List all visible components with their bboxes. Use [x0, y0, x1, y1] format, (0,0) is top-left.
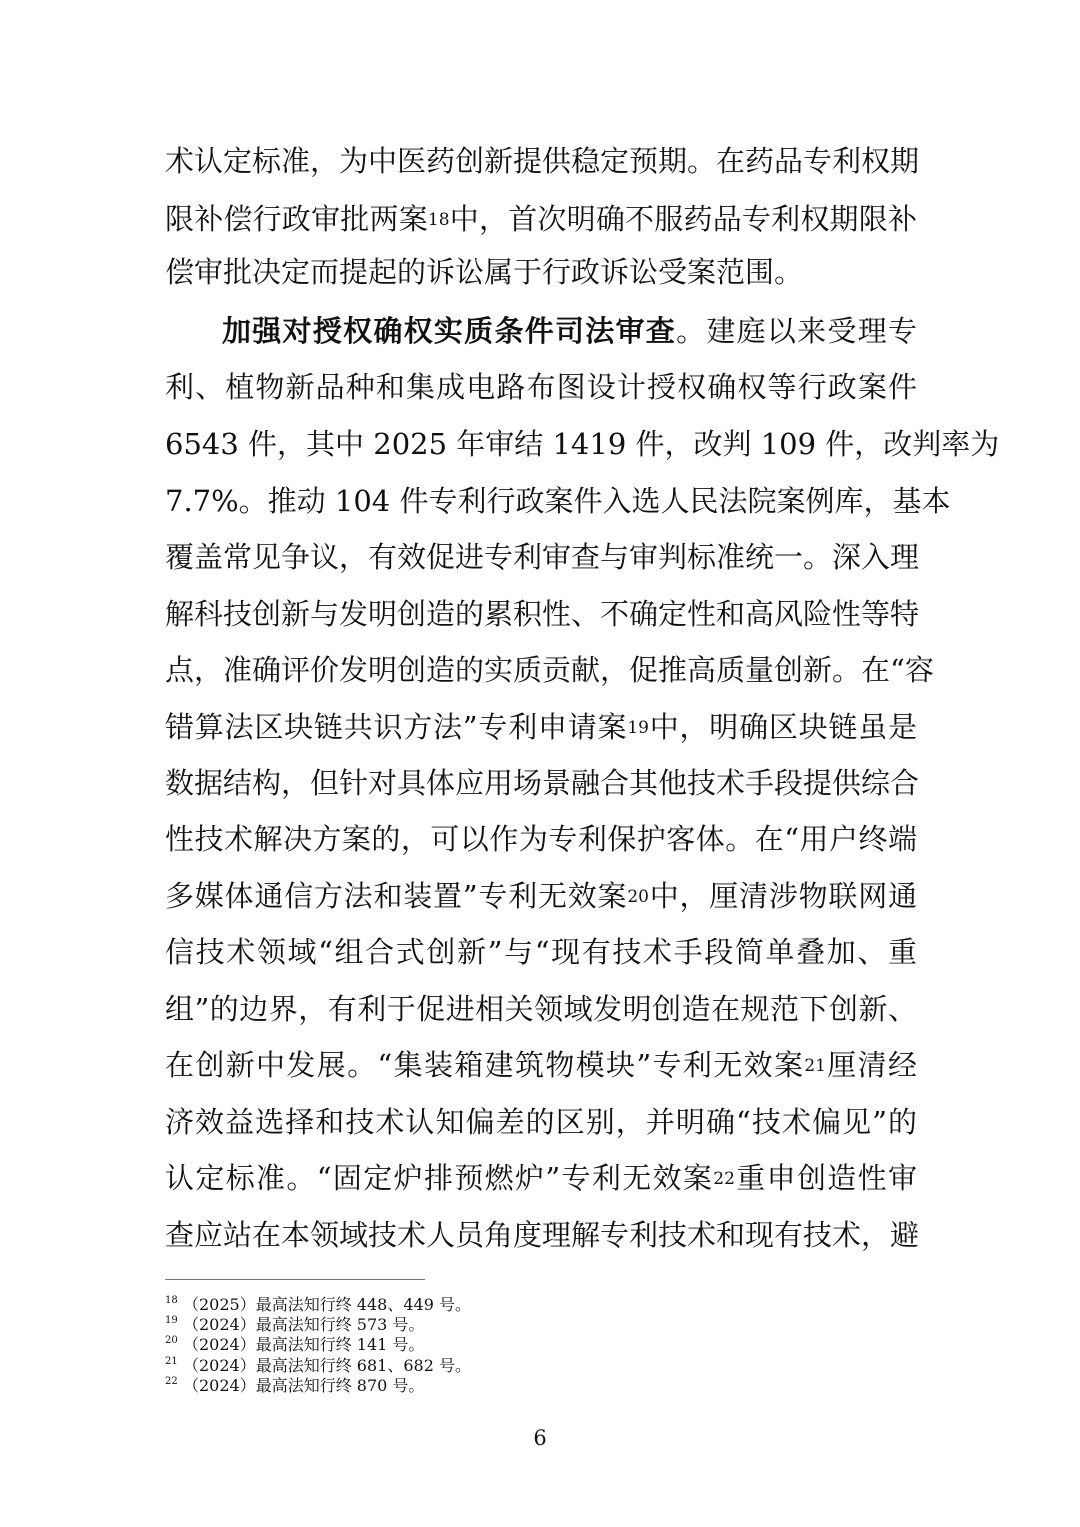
text: 限补偿行政审批两案 — [165, 202, 428, 236]
text: 术认定标准，为中医药创新提供稳定预期。在药品专利权期 — [165, 144, 920, 178]
body-line-18 — [165, 1102, 917, 1142]
body-line-12 — [165, 763, 920, 803]
text: 中，厘清涉物联网通 — [648, 879, 917, 913]
footnote-19 — [165, 1314, 424, 1336]
footnote-21 — [165, 1355, 471, 1377]
text: 。建庭以来受理专 — [676, 314, 917, 348]
text: 覆盖常见争议，有效促进专利审查与审判标准统一。深入理 — [165, 540, 920, 574]
text: 利、植物新品种和集成电路布图设计授权确权等行政案件 — [165, 370, 917, 404]
footnote-ref-22[interactable]: 22 — [713, 1169, 735, 1189]
page-number: 6 — [533, 1426, 547, 1450]
body-line-6 — [165, 424, 1000, 464]
text: 厘清经 — [825, 1048, 917, 1082]
text: 重申创造性审 — [734, 1161, 917, 1195]
body-line-10 — [165, 650, 934, 690]
body-line-16 — [165, 989, 917, 1029]
body-line-9 — [165, 594, 920, 634]
footnote-number: 20 — [165, 1335, 178, 1346]
body-line-3 — [165, 252, 917, 292]
footnote-22 — [165, 1375, 424, 1397]
footnote-20 — [165, 1334, 424, 1356]
text: 信技术领域“组合式创新”与“现有技术手段简单叠加、重 — [165, 935, 917, 969]
text: 7.7%。推动 104 件专利行政案件入选人民法院案例库，基本 — [165, 484, 951, 518]
footnote-text: （2024）最高法知行终 870 号。 — [183, 1376, 425, 1395]
text: 性技术解决方案的，可以作为专利保护客体。在“用户终端 — [165, 822, 917, 856]
footnote-text: （2024）最高法知行终 573 号。 — [183, 1315, 425, 1334]
footnote-text: （2025）最高法知行终 448、449 号。 — [183, 1295, 471, 1314]
text: 多媒体通信方法和装置”专利无效案 — [165, 879, 628, 913]
footnote-18 — [165, 1294, 471, 1316]
section-heading: 加强对授权确权实质条件司法审查 — [222, 314, 677, 348]
footnote-ref-19[interactable]: 19 — [627, 718, 649, 738]
text: 中，首次明确不服药品专利权期限补 — [449, 202, 917, 236]
footnote-ref-20[interactable]: 20 — [627, 887, 649, 907]
text: 组”的边界，有利于促进相关领域发明创造在规范下创新、 — [165, 992, 917, 1026]
body-line-11 — [165, 707, 917, 747]
text: 数据结构，但针对具体应用场景融合其他技术手段提供综合 — [165, 766, 920, 800]
body-line-15 — [165, 932, 917, 972]
footnote-ref-21[interactable]: 21 — [804, 1056, 826, 1076]
body-line-13 — [165, 819, 917, 859]
text: 错算法区块链共识方法”专利申请案 — [165, 710, 628, 744]
body-line-14 — [165, 876, 917, 916]
body-line-2 — [165, 199, 917, 239]
text: 认定标准。“固定炉排预燃炉”专利无效案 — [165, 1161, 714, 1195]
text: 济效益选择和技术认知偏差的区别，并明确“技术偏见”的 — [165, 1105, 917, 1139]
body-line-7 — [165, 481, 951, 521]
text: 中，明确区块链虽是 — [648, 710, 917, 744]
body-line-4 — [222, 311, 917, 351]
body-line-5 — [165, 367, 917, 407]
footnote-number: 18 — [165, 1295, 178, 1306]
text: 点，准确评价发明创造的实质贡献，促推高质量创新。在“容 — [165, 653, 934, 687]
footnote-text: （2024）最高法知行终 141 号。 — [183, 1335, 425, 1354]
text: 偿审批决定而提起的诉讼属于行政诉讼受案范围。 — [165, 255, 804, 289]
text: 解科技创新与发明创造的累积性、不确定性和高风险性等特 — [165, 597, 920, 631]
body-line-20 — [165, 1215, 920, 1255]
footnote-separator — [165, 1279, 425, 1280]
body-line-17 — [165, 1045, 917, 1085]
body-line-8 — [165, 537, 920, 577]
body-line-19 — [165, 1158, 917, 1198]
body-line-1 — [165, 141, 920, 181]
footnote-number: 22 — [165, 1376, 178, 1387]
text: 查应站在本领域技术人员角度理解专利技术和现有技术，避 — [165, 1218, 920, 1252]
footnote-number: 21 — [165, 1356, 178, 1367]
text: 在创新中发展。“集装箱建筑物模块”专利无效案 — [165, 1048, 805, 1082]
text: 6543 件，其中 2025 年审结 1419 件，改判 109 件，改判率为 — [165, 427, 1000, 461]
footnote-number: 19 — [165, 1315, 178, 1326]
footnote-text: （2024）最高法知行终 681、682 号。 — [183, 1356, 471, 1375]
footnote-ref-18[interactable]: 18 — [427, 210, 450, 230]
